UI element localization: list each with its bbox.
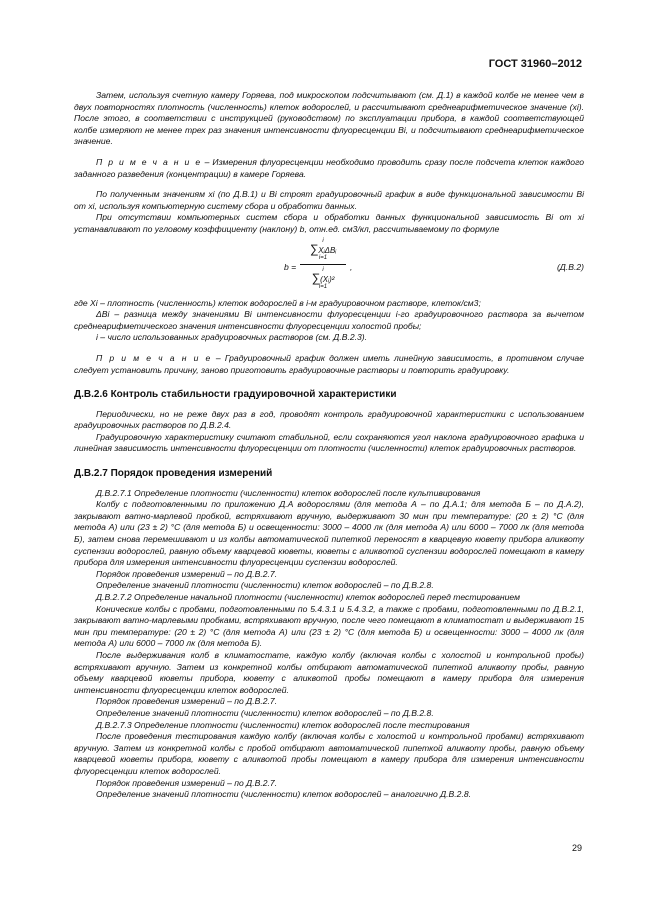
paragraph: Д.В.2.7.2 Определение начальной плотности (численности) клеток водорослей перед тестированием xyxy=(96,592,520,602)
definition: i – число использованных градуировочных растворов (см. Д.В.2.3). xyxy=(96,332,368,343)
sum-sign: ∑ xyxy=(311,270,321,285)
note xyxy=(74,157,584,180)
paragraph: Затем, используя счетную камеру Горяева, под микроскопом подсчитывают (см. Д.1) в каждой колбе не менее чем в двух повторностях плотность (численность) клеток водорослей, и рассчитывают среднеарифметическое значение (xi). После этого, в соответствии с инструкцией (руководством) по эксплуатации прибора, в каждой соответствующей колбе измеряют не менее трех раз значения интенсивности флуоресценции Bi, и подсчитывают среднеарифметическое значение. xyxy=(74,90,584,147)
paragraph: Градуировочную характеристику считают стабильной, если сохраняются угол наклона градуировочного графика и линейная зависимость интенсивности флуоресценции от плотности (численности) клеток градуировочных растворов. xyxy=(74,431,584,454)
paragraph: По полученным значениям xi (по Д.В.1) и Bi строят градуировочный график в виде функциональной зависимости Bi от xi, используя компьютерную систему сбора и обработки данных. xyxy=(74,189,584,211)
paragraph: Определение значений плотности (численности) клеток водорослей – по Д.В.2.8. xyxy=(96,707,434,718)
note-label: П р и м е ч а н и е xyxy=(96,352,212,363)
page-body xyxy=(74,90,584,801)
formula-lhs: b = xyxy=(284,261,297,272)
paragraph: После проведения тестирования каждую колбу (включая колбы с холостой и контрольной пробами) встряхивают вручную. Затем из конкретной колбы с пробой отбирают автоматической пипеткой аликвоту пробы, равную объему кварцевой кюветы прибора, кювету с аликвотой пробы помещают в камеру прибора для измерения интенсивности флуоресценции клеток водорослей. xyxy=(74,731,584,776)
paragraph: После выдерживания колб в климатостате, каждую колбу (включая колбы с холостой и контрольной пробы) встряхивают вручную. Затем из конкретной колбы отбирают автоматической пипеткой аликвоту пробы, равную объему кварцевой кюветы прибора, кювету с аликвотой пробы помещают в камеру прибора для измерения интенсивности флуоресценции клеток водорослей. xyxy=(74,649,584,695)
note-text: – Градуировочный график должен иметь линейную зависимость, в противном случае следует установить причину, заново приготовить градуировочные растворы и повторить градуировку. xyxy=(74,352,584,375)
definition: где Xi – плотность (численность) клеток водорослей в i-м градуировочном растворе, клеток/см3; xyxy=(74,297,481,308)
formula-number: (Д.В.2) xyxy=(556,261,584,272)
note xyxy=(74,353,584,376)
section-heading: Д.В.2.6 Контроль стабильности градуировочной характеристики xyxy=(74,389,397,401)
sum-upper-limit: i xyxy=(322,266,324,273)
page-number: 29 xyxy=(571,843,582,853)
paragraph: Д.В.2.7.3 Определение плотности (численности) клеток водорослей после тестирования xyxy=(96,719,470,730)
definition: ΔBi – разница между значениями Bi интенсивности флуоресценции i-го градуировочного раствора за вычетом среднеарифметического значения интенсивности флуоресценции холостой пробы; xyxy=(74,309,584,331)
paragraph: Определение значений плотности (численности) клеток водорослей – аналогично Д.В.2.8. xyxy=(96,789,471,800)
paragraph: Порядок проведения измерений – по Д.В.2.7. xyxy=(96,696,278,707)
paragraph: Конические колбы с пробами, подготовленными по 5.4.3.1 и 5.4.3.2, а также с пробами, подготовленными по Д.В.2.1, закрывают ватно-марлевыми пробками, встряхивают вручную, после чего помещают в климатостат и выдерживают 15 мин при температуре: (20 ± 2) °С (для метода А) или (23 ± 2) °С (для метода Б) и освещенности: 3000 – 4000 лк (для метода А) или 6000 – 7000 лк (для метода Б). xyxy=(74,603,584,649)
note-text: – Измерения флуоресценции необходимо проводить сразу после подсчета клеток каждого заданного разведения (концентрации) в камере Горяева. xyxy=(74,156,584,179)
paragraph: Порядок проведения измерений – по Д.В.2.7. xyxy=(96,568,278,579)
sum-lower-limit: i=1 xyxy=(318,254,328,261)
paragraph: При отсутствии компьютерных систем сбора и обработки данных функциональной зависимость Bi от xi устанавливают по угловому коэффициенту (наклону) b, отн.ед. см3/кл, рассчитываемому по формуле xyxy=(74,212,584,234)
numerator-text: XᵢΔBᵢ xyxy=(318,245,337,255)
paragraph: Определение значений плотности (численности) клеток водорослей – по Д.В.2.8. xyxy=(96,580,434,591)
sum-upper-limit: i xyxy=(322,237,324,244)
section-heading: Д.В.2.7 Порядок проведения измерений xyxy=(74,468,273,480)
formula-denominator xyxy=(300,265,346,291)
sum-sign: ∑ xyxy=(309,241,319,256)
sum-lower-limit: i=1 xyxy=(318,283,328,290)
paragraph: Д.В.2.7.1 Определение плотности (численности) клеток водорослей после культивирования xyxy=(96,487,481,498)
document-id: ГОСТ 31960–2012 xyxy=(488,58,582,70)
formula-block xyxy=(74,238,584,296)
formula-comma: , xyxy=(350,261,353,272)
formula-numerator xyxy=(300,238,346,265)
denominator-text: (Xᵢ)² xyxy=(320,274,335,284)
formula-fraction xyxy=(300,238,346,291)
note-label: П р и м е ч а н и е xyxy=(96,156,202,167)
paragraph: Периодически, но не реже двух раз в год, проводят контроль градуировочной характеристики с использованием градуировочных растворов по Д.В.2.4. xyxy=(74,408,584,431)
paragraph: Порядок проведения измерений – по Д.В.2.7. xyxy=(96,777,278,788)
paragraph: Колбу с подготовленными по приложению Д.А водорослями (для метода А – по Д.А.1; для метода Б – по Д.А.2), закрывают ватно-марлевой пробкой, встряхивают вручную, выдерживают 30 мин при температуре: (20 ± 2) °С (для метода А) или (23 ± 2) °С (для метода Б) и освещенности: 3000 – 4000 лк (для метода А) или 6000 – 7000 лк (для метода Б), затем снова перемешивают и из колбы автоматической пипеткой переносят в кварцевую кювету прибора аликвоту суспензии водорослей, равную объему кварцевой кюветы, кюветы с аликвотой суспензии водорослей помещают в камеру прибора для измерения интенсивности флуоресценции суспензии водорослей. xyxy=(74,499,584,568)
